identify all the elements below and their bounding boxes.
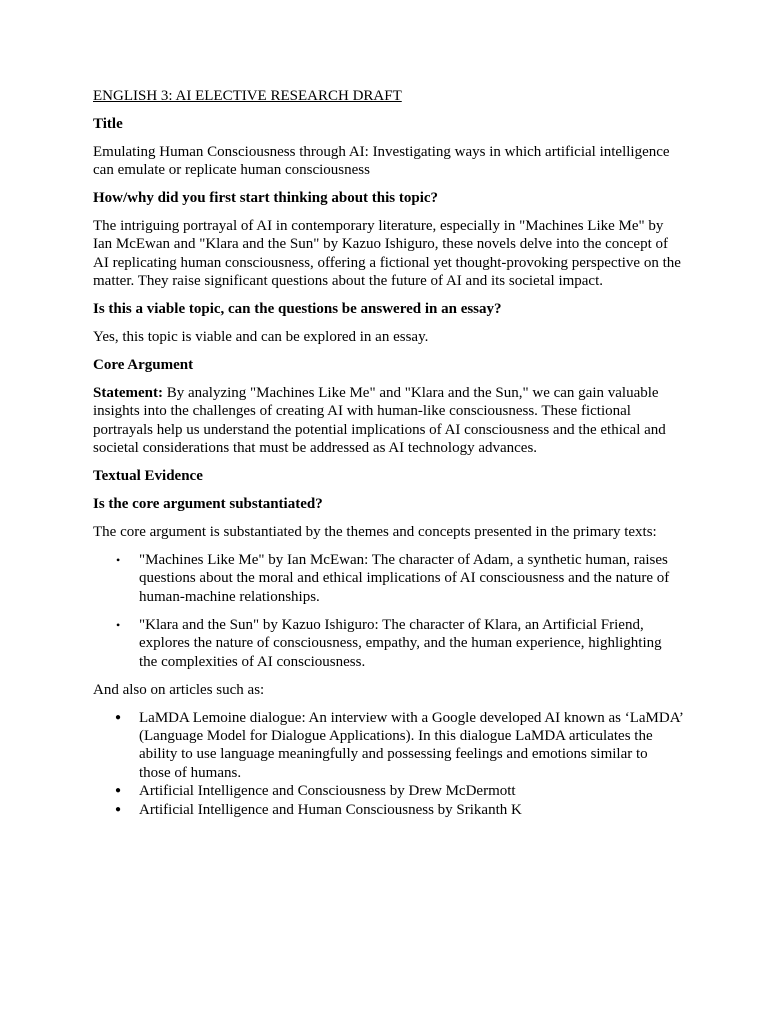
viability-question-heading: Is this a viable topic, can the questions be answered in an essay? xyxy=(93,301,502,318)
list-item: • "Klara and the Sun" by Kazuo Ishiguro: The character of Klara, an Artificial Friend, explores the nature of consciousness, empathy, and the human experience, highlighting the complexities of AI consciousness. xyxy=(139,616,683,671)
substantiated-question-heading: Is the core argument substantiated? xyxy=(93,495,323,512)
articles-list xyxy=(93,709,683,819)
primary-texts-list xyxy=(93,551,683,671)
substantiated-intro: The core argument is substantiated by the themes and concepts presented in the primary texts: xyxy=(93,523,657,540)
list-item: ● LaMDA Lemoine dialogue: An interview with a Google developed AI known as ‘LaMDA’ (Language Model for Dialogue Applications). In this dialogue LaMDA articulates the ability to use language meaningfully and possessing feelings and emotions similar to those of humans. xyxy=(139,709,683,783)
viability-answer: Yes, this topic is viable and can be explored in an essay. xyxy=(93,329,429,346)
statement-text: By analyzing "Machines Like Me" and "Klara and the Sun," we can gain valuable insights into the challenges of creating AI with human-like consciousness. These fictional portrayals help us understand the potential implications of AI consciousness and the ethical and societal considerations that must be addressed as AI technology advances. xyxy=(93,384,666,457)
list-item: • "Machines Like Me" by Ian McEwan: The character of Adam, a synthetic human, raises questions about the moral and ethical implications of AI consciousness and the nature of human-machine relationships. xyxy=(139,551,683,606)
articles-intro: And also on articles such as: xyxy=(93,681,265,698)
statement-label: Statement: xyxy=(93,384,163,401)
document-body xyxy=(93,87,683,829)
list-item: ● Artificial Intelligence and Consciousness by Drew McDermott xyxy=(139,782,683,800)
origin-question-heading: How/why did you first start thinking about this topic? xyxy=(93,190,439,207)
title-text: Emulating Human Consciousness through AI: Investigating ways in which artificial intelligence can emulate or replicate human consciousness xyxy=(93,143,670,179)
core-argument-heading: Core Argument xyxy=(93,356,194,373)
title-heading: Title xyxy=(93,115,123,132)
list-item: ● Artificial Intelligence and Human Consciousness by Srikanth K xyxy=(139,801,683,819)
statement-paragraph xyxy=(93,384,683,458)
origin-answer: The intriguing portrayal of AI in contemporary literature, especially in "Machines Like Me" by Ian McEwan and "Klara and the Sun" by Kazuo Ishiguro, these novels delve into the concept of AI replicating human consciousness, offering a fictional yet thought-provoking perspective on the matter. They raise significant questions about the future of AI and its societal impact. xyxy=(93,218,681,290)
document-header: ENGLISH 3: AI ELECTIVE RESEARCH DRAFT xyxy=(93,88,402,104)
textual-evidence-heading: Textual Evidence xyxy=(93,468,203,484)
